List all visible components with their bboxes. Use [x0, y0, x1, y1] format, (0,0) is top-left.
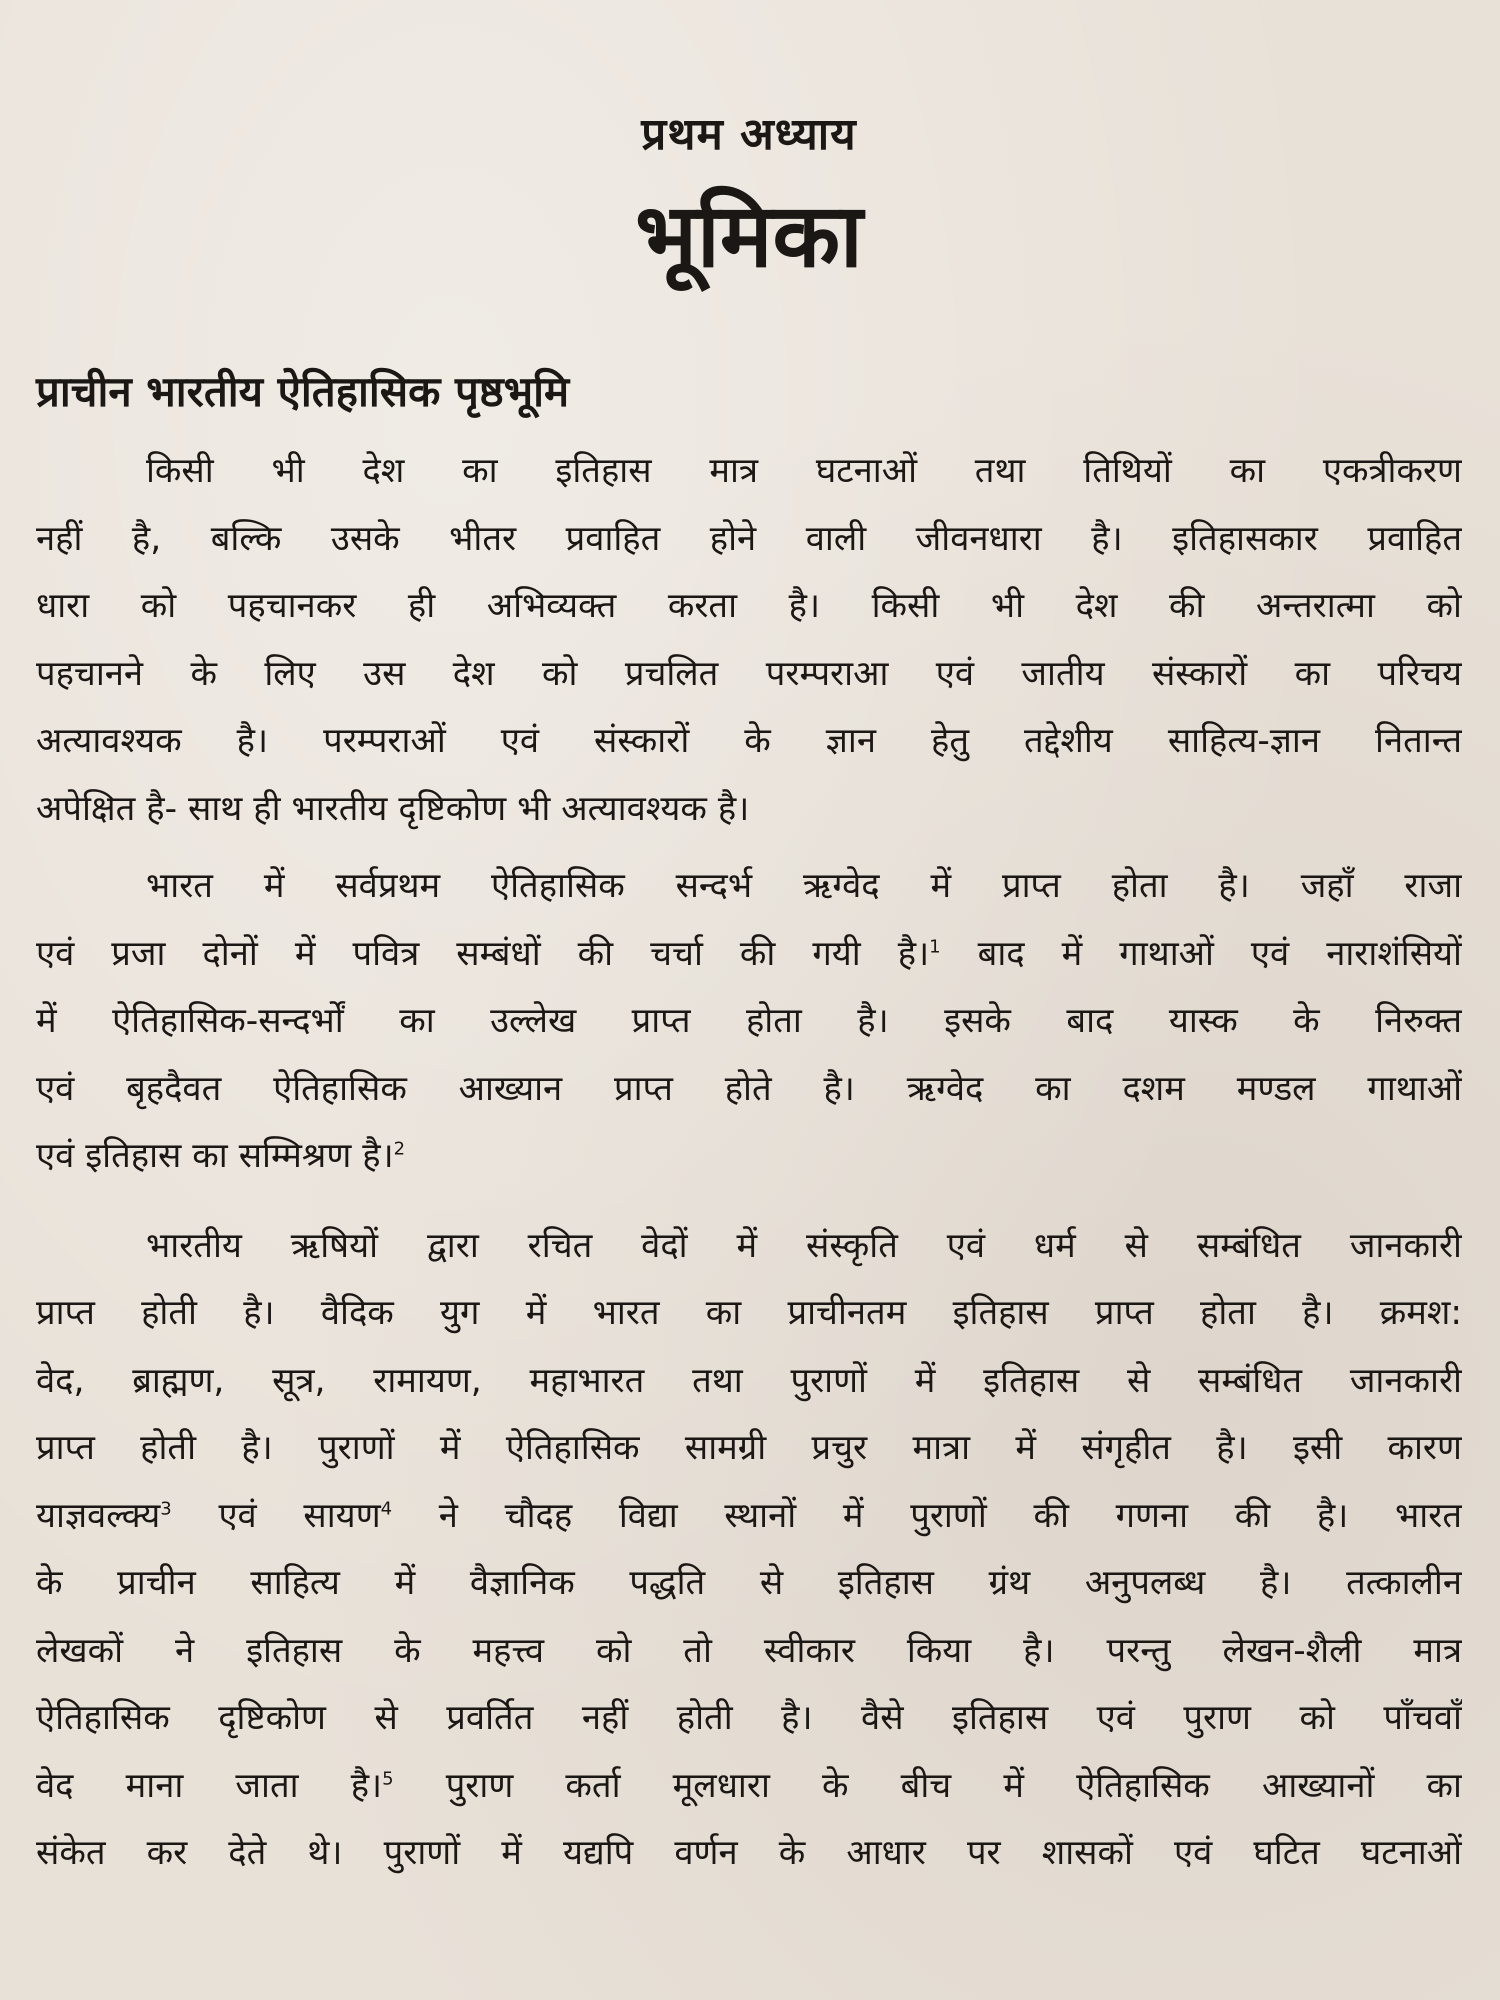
paragraph-line: धारा को पहचानकर ही अभिव्यक्त करता है। किसी भी देश की अन्तरात्मा को — [36, 586, 1462, 626]
section-heading: प्राचीन भारतीय ऐतिहासिक पृष्ठभूमि — [36, 367, 570, 416]
paragraph-line: के प्राचीन साहित्य में वैज्ञानिक पद्धति से इतिहास ग्रंथ अनुपलब्ध है। तत्कालीन — [36, 1563, 1462, 1603]
paragraph-1 — [36, 438, 1462, 843]
paragraph-line — [36, 1753, 1462, 1821]
line-text: ने चौदह विद्या स्थानों में पुराणों की गणना की है। भारत — [392, 1495, 1462, 1536]
chapter-title: भूमिका — [635, 184, 863, 287]
paragraph-line — [36, 1123, 1462, 1191]
line-text: एवं सायण — [171, 1495, 381, 1536]
line-text: याज्ञवल्क्य — [36, 1495, 161, 1536]
paragraph-line — [36, 1483, 1462, 1551]
paragraph-line: ऐतिहासिक दृष्टिकोण से प्रवर्तित नहीं होती है। वैसे इतिहास एवं पुराण को पाँचवाँ — [36, 1698, 1462, 1738]
line-text: एवं इतिहास का सम्मिश्रण है। — [36, 1136, 394, 1176]
paragraph-3 — [36, 1213, 1462, 1888]
line-text: एवं प्रजा दोनों में पवित्र सम्बंधों की चर्चा की गयी है। — [36, 933, 930, 974]
paragraph-line — [36, 921, 1462, 989]
line-text: बाद में गाथाओं एवं नाराशंसियों — [940, 933, 1462, 974]
line-text: वेद माना जाता है। — [36, 1765, 383, 1806]
paragraph-line: पहचानने के लिए उस देश को प्रचलित परम्पराआ एवं जातीय संस्कारों का परिचय — [36, 653, 1462, 694]
paragraph-line: भारतीय ऋषियों द्वारा रचित वेदों में संस्कृति एवं धर्म से सम्बंधित जानकारी — [146, 1225, 1462, 1266]
paragraph-line: किसी भी देश का इतिहास मात्र घटनाओं तथा तिथियों का एकत्रीकरण — [146, 451, 1462, 491]
footnote-marker: 4 — [380, 1498, 393, 1519]
paragraph-line: अपेक्षित है- साथ ही भारतीय दृष्टिकोण भी अत्यावश्यक है। — [36, 788, 750, 829]
footnote-marker: 2 — [393, 1138, 406, 1160]
paragraph-line: प्राप्त होती है। वैदिक युग में भारत का प्राचीनतम इतिहास प्राप्त होता है। क्रमश: — [36, 1293, 1462, 1333]
chapter-label: प्रथम अध्याय — [641, 109, 857, 160]
paragraph-line: एवं बृहदैवत ऐतिहासिक आख्यान प्राप्त होते है। ऋग्वेद का दशम मण्डल गाथाओं — [36, 1068, 1462, 1109]
paragraph-2 — [36, 853, 1462, 1191]
paragraph-line: वेद, ब्राह्मण, सूत्र, रामायण, महाभारत तथा पुराणों में इतिहास से सम्बंधित जानकारी — [36, 1360, 1462, 1401]
footnote-marker: 3 — [160, 1498, 172, 1519]
paragraph-line: संकेत कर देते थे। पुराणों में यद्यपि वर्णन के आधार पर शासकों एवं घटित घटनाओं — [36, 1833, 1462, 1873]
paragraph-line: नहीं है, बल्कि उसके भीतर प्रवाहित होने वाली जीवनधारा है। इतिहासकार प्रवाहित — [36, 518, 1462, 559]
paragraph-line: अत्यावश्यक है। परम्पराओं एवं संस्कारों के ज्ञान हेतु तद्देशीय साहित्य-ज्ञान नितान्त — [36, 721, 1462, 761]
footnote-marker: 1 — [929, 936, 941, 957]
paragraph-line: भारत में सर्वप्रथम ऐतिहासिक सन्दर्भ ऋग्वेद में प्राप्त होता है। जहाँ राजा — [146, 866, 1462, 906]
paragraph-line: प्राप्त होती है। पुराणों में ऐतिहासिक सामग्री प्रचुर मात्रा में संगृहीत है। इसी कारण — [36, 1428, 1462, 1468]
line-text: पुराण कर्ता मूलधारा के बीच में ऐतिहासिक आख्यानों का — [393, 1765, 1462, 1806]
paragraph-line: लेखकों ने इतिहास के महत्त्व को तो स्वीकार किया है। परन्तु लेखन-शैली मात्र — [36, 1630, 1462, 1671]
footnote-marker: 5 — [382, 1768, 394, 1789]
paragraph-line: में ऐतिहासिक-सन्दर्भों का उल्लेख प्राप्त होता है। इसके बाद यास्क के निरुक्त — [36, 1001, 1462, 1041]
